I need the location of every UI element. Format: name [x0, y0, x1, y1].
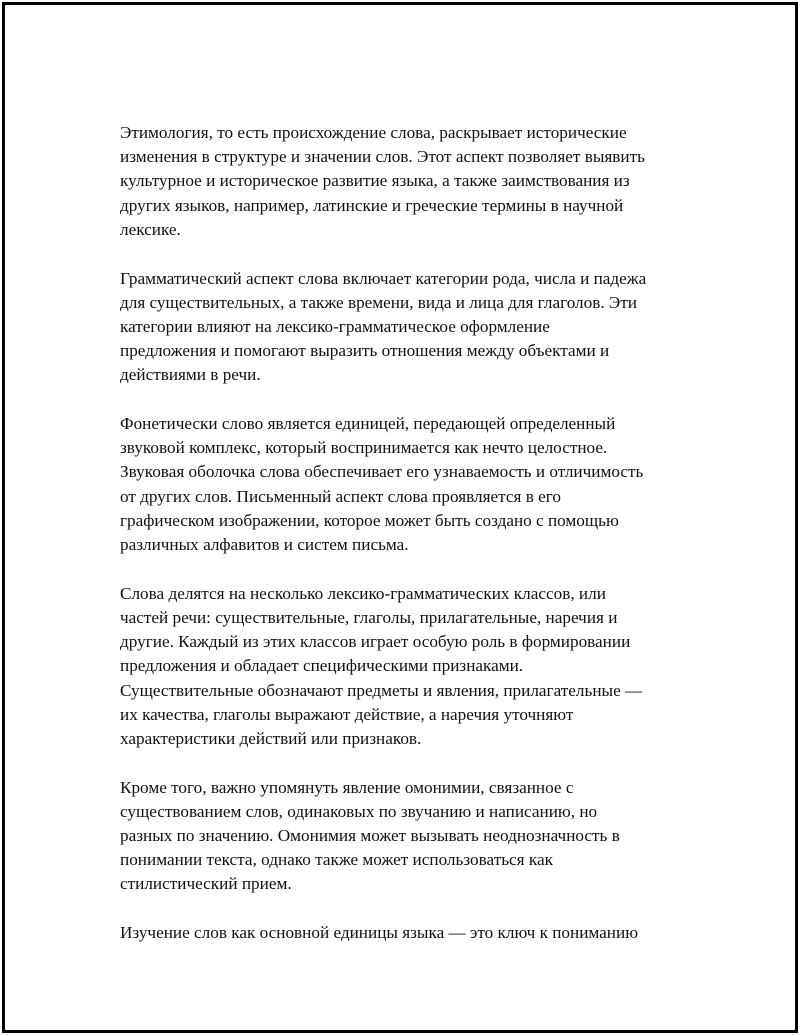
paragraph-homonymy: Кроме того, важно упомянуть явление омонимии, связанное с существованием слов, одинаковых по звучанию и написанию, но разных по значению. Омонимия может вызывать неоднозначность в понимании текста, однако также может использоваться как стилистический прием. — [120, 777, 620, 894]
paragraph-phonetics: Фонетически слово является единицей, передающей определенный звуковой комплекс, который воспринимается как нечто целостное. Звуковая оболочка слова обеспечивает его узнаваемость и отличимость от других слов. Письменный аспект слова проявляется в его графическом изображении, которое может быть создано с помощью различных алфавитов и систем письма. — [120, 414, 644, 555]
paragraph-conclusion: Изучение слов как основной единицы языка — это ключ к пониманию — [120, 923, 639, 943]
paragraph-grammar: Грамматический аспект слова включает категории рода, числа и падежа для существительных, а также времени, вида и лица для глаголов. Эти категории влияют на лексико-грамматическое оформление предложения и помогают выразить отношения между объектами и действиями в речи. — [120, 268, 647, 385]
paragraph-etymology: Этимология, то есть происхождение слова, раскрывает исторические изменения в структуре и значении слов. Этот аспект позволяет выявить культурное и историческое развитие языка, а также заимствования из других языков, например, латинские и греческие термины в научной лексике. — [120, 123, 645, 239]
page-frame — [2, 2, 798, 1033]
paragraph-parts-of-speech: Слова делятся на несколько лексико-грамматических классов, или частей речи: существительные, глаголы, прилагательные, наречия и другие. Каждый из этих классов играет особую роль в формировании предложения и обладает специфическими признаками. Существительные обозначают предметы и явления, прилагательные — их качества, глаголы выражают действие, а наречия уточняют характеристики действий или признаков. — [120, 583, 643, 748]
document-body — [120, 121, 700, 970]
